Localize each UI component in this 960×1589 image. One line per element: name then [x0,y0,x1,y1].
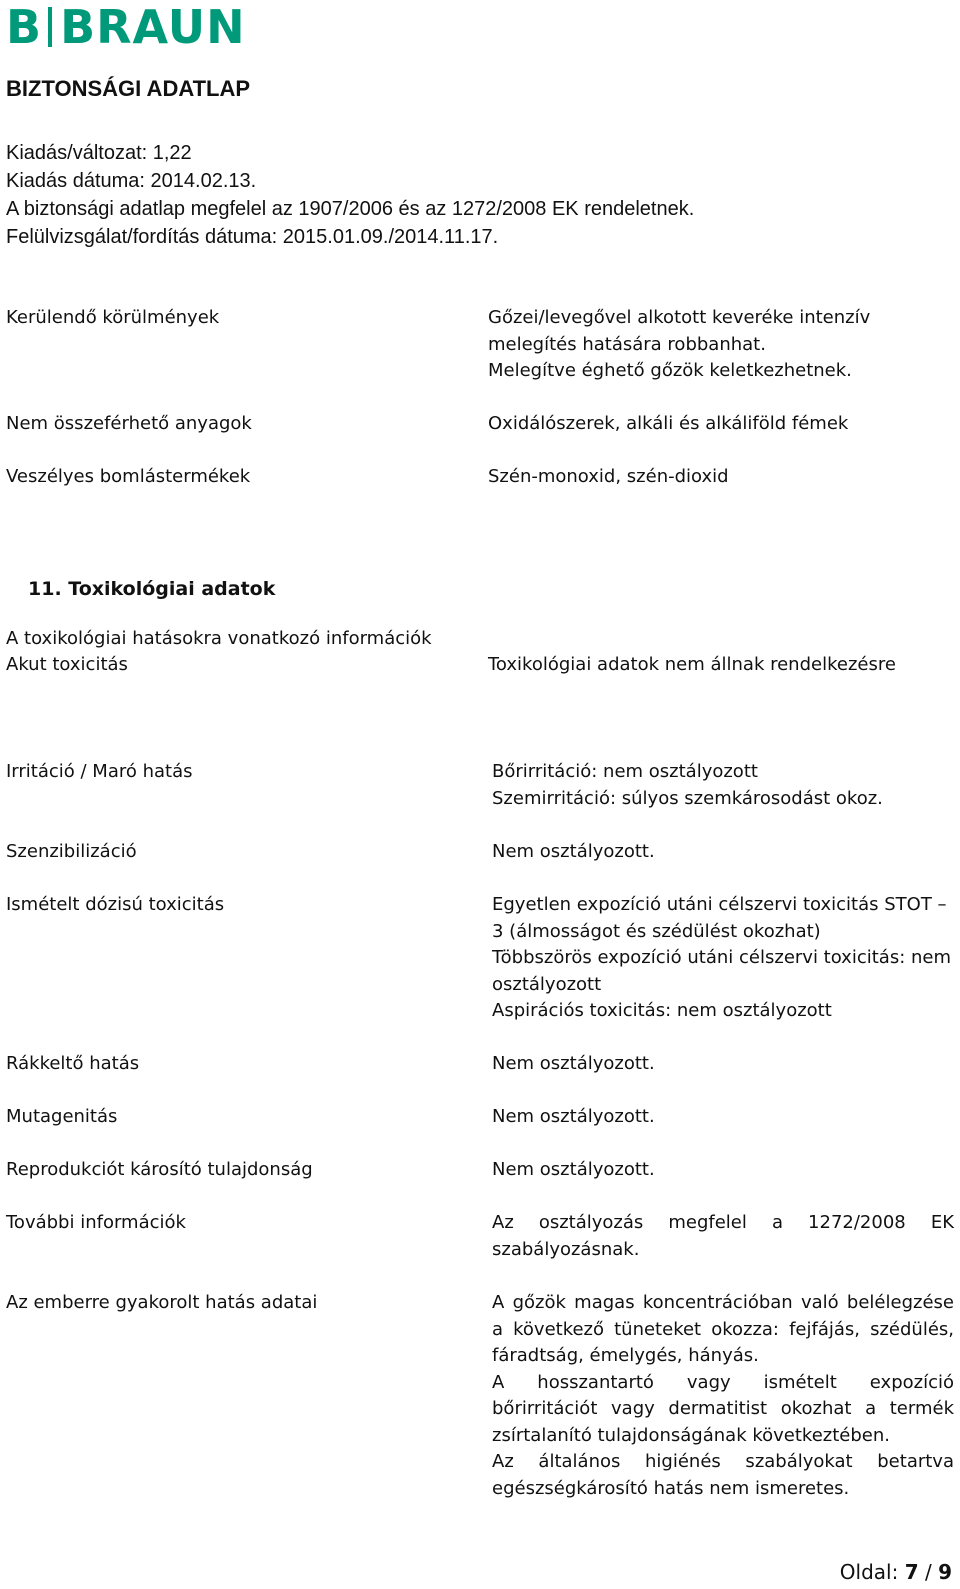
repeated-line-5: Aspirációs toxicitás: nem osztályozott [492,1000,832,1021]
mutagenicity-value: Nem osztályozott. [492,1106,655,1127]
acute-toxicity-value: Toxikológiai adatok nem állnak rendelkezésre [488,654,896,675]
sensitization-value: Nem osztályozott. [492,841,655,862]
version-line: Kiadás/változat: 1,22 [6,142,192,164]
avoid-line-2: melegítés hatására robbanhat. [488,333,766,355]
document-title: BIZTONSÁGI ADATLAP [6,76,251,101]
decomposition-products-label: Veszélyes bomlástermékek [6,466,251,487]
irritation-label: Irritáció / Maró hatás [6,761,193,782]
irritation-value [492,759,883,812]
carcinogenicity-value: Nem osztályozott. [492,1053,655,1074]
irritation-line-2: Szemirritáció: súlyos szemkárosodást okoz. [492,787,883,809]
document-meta [6,139,694,251]
human-effects-paragraph-2: A hosszantartó vagy ismételt expozíció bőrirritációt vagy dermatitist okozhat a termék zsírtalanító tulajdonságának következtében. [492,1371,954,1446]
further-info-label: További információk [6,1212,186,1233]
carcinogenicity-label: Rákkeltő hatás [6,1053,140,1074]
human-effects-paragraph-1: A gőzök magas koncentrációban való belélegzése a következő tüneteket okozza: fejfájás, szédülés, fáradtság, émelygés, hányás. [492,1292,954,1366]
repeated-dose-label: Ismételt dózisú toxicitás [6,894,225,915]
page-current: 7 [904,1560,919,1584]
incompatible-materials-value: Oxidálószerek, alkáli és alkáliföld fémek [488,413,849,434]
repeated-line-3: Többszörös expozíció utáni célszervi toxicitás: nem [492,947,951,968]
mutagenicity-label: Mutagenitás [6,1106,118,1127]
braun-logo [6,0,246,54]
human-effects-value [492,1290,954,1502]
repeated-dose-value [492,892,951,1025]
section-11-heading: 11. Toxikológiai adatok [28,578,276,600]
review-date-line: Felülvizsgálat/fordítás dátuma: 2015.01.09./2014.11.17. [6,226,499,248]
logo-word: BRAUN [60,0,246,54]
reproductive-toxicity-value: Nem osztályozott. [492,1159,655,1180]
logo-divider [48,7,52,47]
toxicology-intro: A toxikológiai hatásokra vonatkozó információk [6,628,432,649]
repeated-line-1: Egyetlen expozíció utáni célszervi toxicitás STOT – [492,894,947,915]
avoid-line-1: Gőzei/levegővel alkotott keveréke intenzív [488,307,871,328]
compliance-line: A biztonsági adatlap megfelel az 1907/2006 és az 1272/2008 EK rendeletnek. [6,198,695,220]
page-total: 9 [938,1560,952,1584]
further-info-value: Az osztályozás megfelel a 1272/2008 EK szabályozásnak. [492,1212,954,1260]
avoid-line-3: Melegítve éghető gőzök keletkezhetnek. [488,360,852,381]
sensitization-label: Szenzibilizáció [6,841,137,862]
repeated-line-4: osztályozott [492,973,602,995]
page-indicator [840,1560,952,1584]
issue-date-line: Kiadás dátuma: 2014.02.13. [6,170,257,192]
page-label: Oldal: [839,1560,899,1584]
irritation-line-1: Bőrirritáció: nem osztályozott [492,761,758,782]
incompatible-materials-label: Nem összeférhető anyagok [6,413,252,434]
avoid-conditions-value [488,305,870,385]
decomposition-products-value: Szén-monoxid, szén-dioxid [488,466,729,487]
page-separator: / [924,1560,932,1584]
human-effects-paragraph-3: Az általános higiénés szabályokat betartva egészségkárosító hatás nem ismeretes. [492,1451,954,1499]
acute-toxicity-label: Akut toxicitás [6,654,128,675]
repeated-line-2: 3 (álmosságot és szédülést okozhat) [492,920,821,942]
avoid-conditions-label: Kerülendő körülmények [6,307,220,328]
logo-letter: B [6,0,43,54]
human-effects-label: Az emberre gyakorolt hatás adatai [6,1292,318,1313]
reproductive-toxicity-label: Reprodukciót károsító tulajdonság [6,1159,313,1180]
